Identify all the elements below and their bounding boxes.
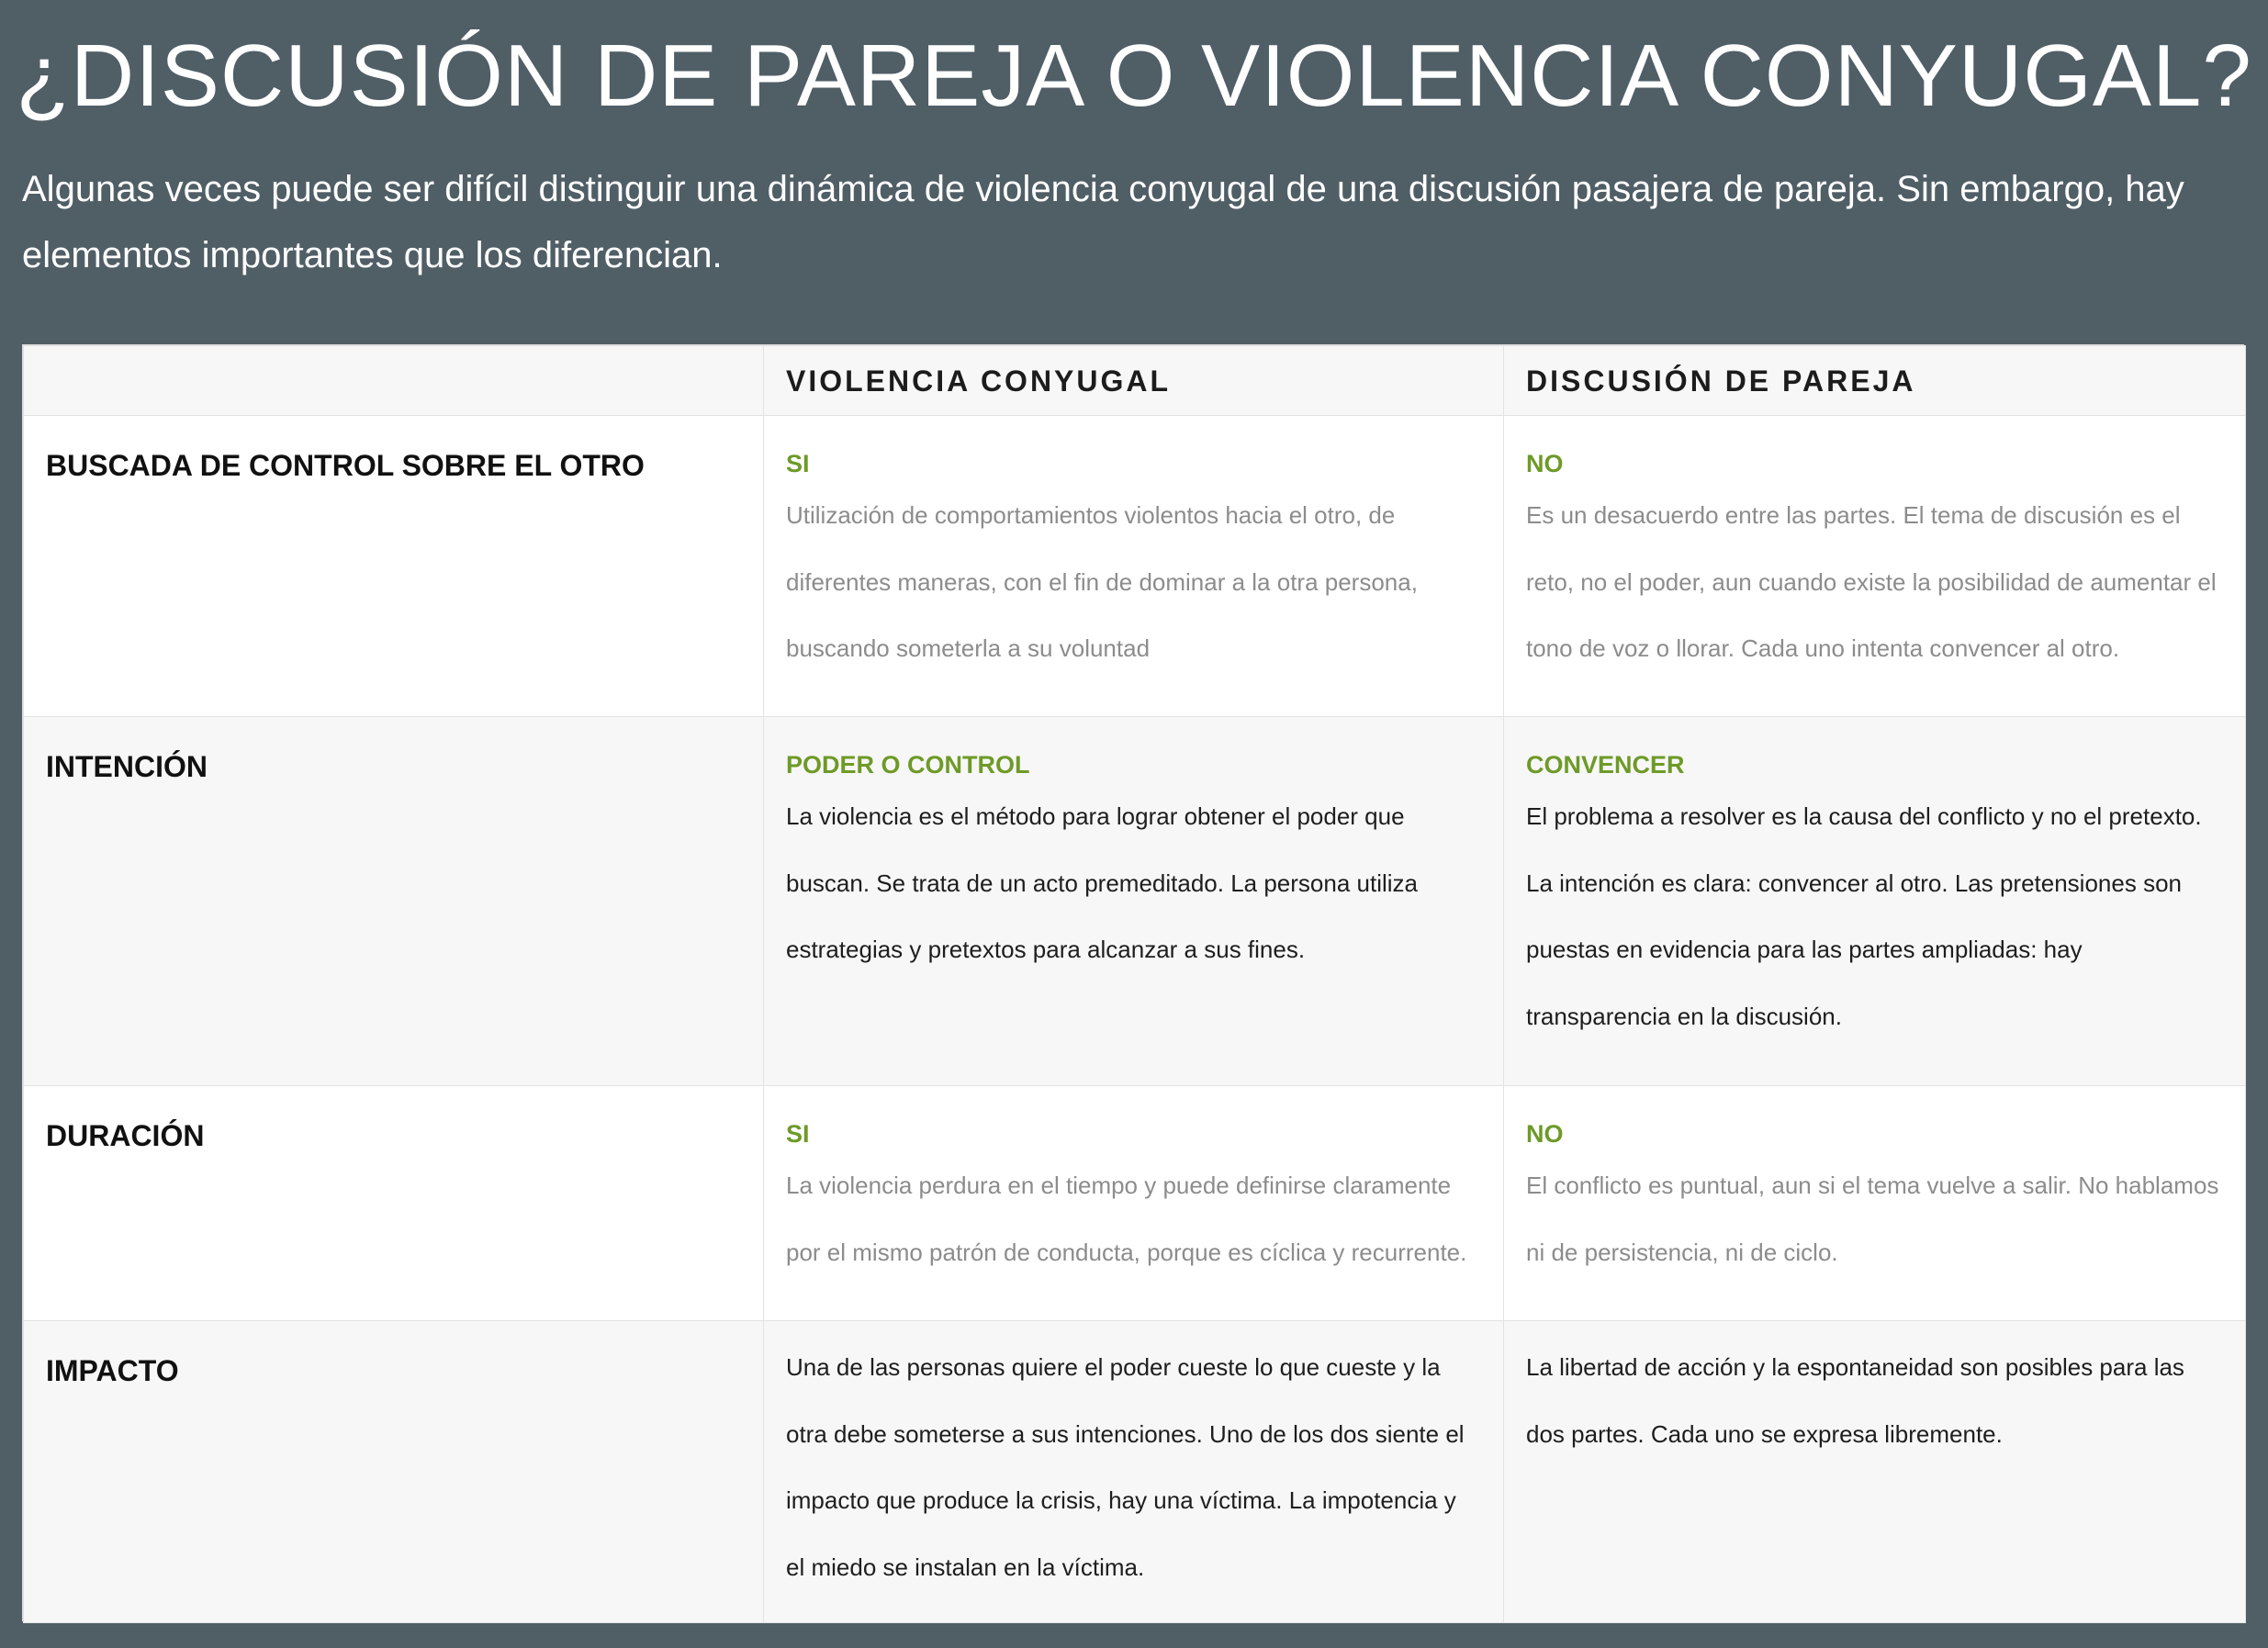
table-row bbox=[24, 1086, 2246, 1321]
comparison-table bbox=[22, 344, 2244, 1621]
table-row bbox=[24, 1321, 2246, 1623]
row-criterion: BUSCADA DE CONTROL SOBRE EL OTRO bbox=[24, 416, 764, 717]
cell-description: La violencia perdura en el tiempo y puede definirse claramente por el mismo patrón de conducta, porque es cíclica y recurrente. bbox=[786, 1172, 1467, 1266]
violencia-cell bbox=[764, 1321, 1504, 1623]
intro-paragraph: Algunas veces puede ser difícil distinguir una dinámica de violencia conyugal de una discusión pasajera de pareja. Sin embargo, hay elementos importantes que los diferencian. bbox=[22, 169, 2184, 275]
violencia-cell bbox=[764, 717, 1504, 1086]
cell-description: El conflicto es puntual, aun si el tema vuelve a salir. No hablamos ni de persistencia, ni de ciclo. bbox=[1526, 1172, 2219, 1266]
verdict-label: CONVENCER bbox=[1526, 751, 1685, 779]
cell-description: El problema a resolver es la causa del conflicto y no el pretexto. La intención es clara: convencer al otro. Las pretensiones son puestas en evidencia para las partes ampliadas: hay transparencia en la discusión. bbox=[1526, 802, 2202, 1030]
discusion-cell bbox=[1504, 717, 2246, 1086]
discusion-cell bbox=[1504, 1321, 2246, 1623]
violencia-cell bbox=[764, 1086, 1504, 1321]
discusion-cell bbox=[1504, 1086, 2246, 1321]
verdict-label: NO bbox=[1526, 450, 1564, 477]
row-criterion: DURACIÓN bbox=[24, 1086, 764, 1321]
cell-description: Utilización de comportamientos violentos hacia el otro, de diferentes maneras, con el fin de dominar a la otra persona, buscando someterla a su voluntad bbox=[786, 501, 1418, 662]
row-criterion: IMPACTO bbox=[24, 1321, 764, 1623]
verdict-label: NO bbox=[1526, 1120, 1564, 1148]
verdict-label: SI bbox=[786, 1120, 810, 1148]
violencia-cell bbox=[764, 416, 1504, 717]
cell-description: Una de las personas quiere el poder cueste lo que cueste y la otra debe someterse a sus intenciones. Uno de los dos siente el impacto que produce la crisis, hay una víctima. La impotencia y el miedo se instalan en la víctima. bbox=[786, 1353, 1465, 1581]
table-row bbox=[24, 416, 2246, 717]
page-title: ¿DISCUSIÓN DE PAREJA O VIOLENCIA CONYUGAL? bbox=[16, 27, 2252, 125]
column-header-discusion: DISCUSIÓN DE PAREJA bbox=[1504, 346, 2246, 416]
cell-description: Es un desacuerdo entre las partes. El tema de discusión es el reto, no el poder, aun cuando existe la posibilidad de aumentar el tono de voz o llorar. Cada uno intenta convencer al otro. bbox=[1526, 501, 2217, 662]
verdict-label: SI bbox=[786, 450, 810, 477]
verdict-label: PODER O CONTROL bbox=[786, 751, 1030, 779]
discusion-cell bbox=[1504, 416, 2246, 717]
table-header-row bbox=[24, 346, 2246, 416]
column-header-violencia: VIOLENCIA CONYUGAL bbox=[764, 346, 1504, 416]
row-criterion: INTENCIÓN bbox=[24, 717, 764, 1086]
cell-description: La libertad de acción y la espontaneidad son posibles para las dos partes. Cada uno se expresa libremente. bbox=[1526, 1353, 2184, 1448]
table-row bbox=[24, 717, 2246, 1086]
cell-description: La violencia es el método para lograr obtener el poder que buscan. Se trata de un acto premeditado. La persona utiliza estrategias y pretextos para alcanzar a sus fines. bbox=[786, 802, 1418, 963]
column-header-criterion bbox=[24, 346, 764, 416]
